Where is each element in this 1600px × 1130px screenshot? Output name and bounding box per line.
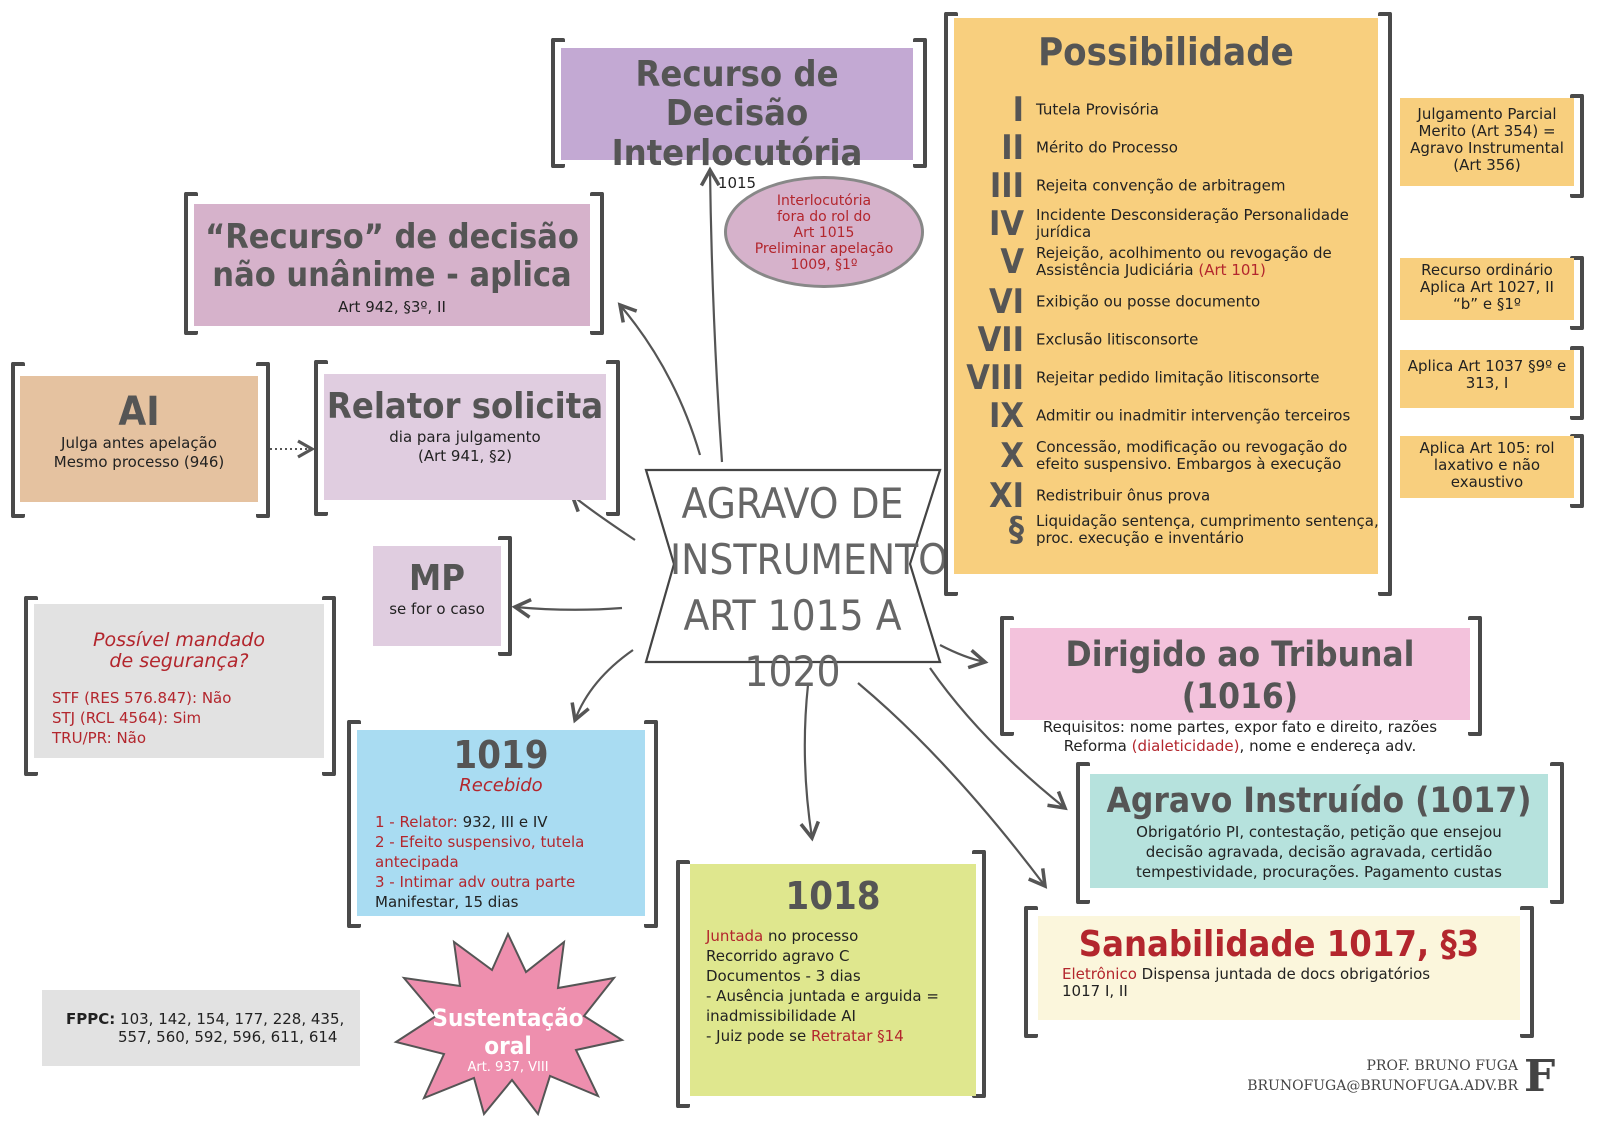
possibilidade-item-text	[1036, 245, 1386, 279]
possibilidade-item-number: V	[1000, 242, 1024, 282]
decisao-title-1: Recurso de	[635, 54, 839, 95]
sanabilidade-box	[1038, 916, 1520, 1020]
b1019-box	[357, 730, 645, 916]
b1019-title: 1019	[453, 733, 549, 777]
center-line3: ART 1015 A 1020	[683, 591, 902, 696]
author-email: BRUNOFUGA@BRUNOFUGA.ADV.BR	[1247, 1078, 1518, 1094]
sanabilidade-line1-a: Eletrônico	[1062, 965, 1137, 983]
sanabilidade-line1-b: Dispensa juntada de docs obrigatórios	[1136, 965, 1431, 983]
possibilidade-item-number: IV	[988, 204, 1024, 244]
arrow-to-1019	[575, 650, 633, 720]
tribunal-line2-a: Reforma	[1063, 737, 1132, 755]
instruido-line1: Obrigatório PI, contestação, petição que ensejou	[1136, 823, 1502, 841]
possibilidade-item-text	[1036, 207, 1386, 241]
instruido-box	[1090, 774, 1548, 888]
side-note-3: Aplica Art 1037 §9º e 313, I	[1400, 350, 1574, 408]
b1019-sub: Recebido	[459, 775, 543, 796]
possibilidade-item	[954, 130, 1374, 166]
b1018-line3: Documentos - 3 dias	[706, 967, 861, 985]
instruido-line2: decisão agravada, decisão agravada, certidão	[1145, 843, 1493, 861]
arrow-to-decisao	[710, 170, 722, 462]
possibilidade-item	[954, 284, 1374, 320]
author-name: PROF. BRUNO FUGA	[1366, 1058, 1518, 1074]
mandado-tru: TRU/PR: Não	[52, 729, 147, 747]
nao-unanime-sub: Art 942, §3º, II	[338, 298, 446, 316]
possibilidade-item-text	[1036, 102, 1386, 119]
possibilidade-item-label: Concessão, modificação ou revogação do efeito suspensivo. Embargos à execução	[1036, 438, 1348, 473]
b1018-title: 1018	[785, 874, 881, 918]
possibilidade-item	[954, 322, 1374, 358]
b1019-item1-label: 1 - Relator:	[375, 813, 458, 831]
tribunal-title: Dirigido ao Tribunal (1016)	[1065, 635, 1415, 717]
possibilidade-item	[954, 206, 1374, 242]
possibilidade-list	[954, 92, 1378, 572]
possibilidade-item-number: VIII	[966, 358, 1024, 398]
b1019-item1-value: 932, III e IV	[457, 813, 548, 831]
decisao-box	[561, 48, 913, 192]
possibilidade-item-label: Incidente Desconsideração Personalidade jurídica	[1036, 206, 1349, 241]
possibilidade-item-ref: (Art 101)	[1193, 261, 1266, 279]
ai-box	[20, 376, 258, 502]
possibilidade-item-text	[1036, 332, 1386, 349]
sustentacao-text	[408, 1004, 608, 1076]
possibilidade-item-number: VI	[988, 282, 1024, 322]
possibilidade-item-text	[1036, 439, 1386, 473]
fppc-line1: 103, 142, 154, 177, 228, 435,	[120, 1010, 345, 1028]
b1018-box	[690, 864, 976, 1096]
arrow-to-mp	[515, 607, 622, 610]
b1018-line1-a: Juntada	[706, 927, 764, 945]
instruido-title: Agravo Instruído (1017)	[1106, 781, 1532, 821]
relator-title: Relator solicita	[326, 386, 604, 427]
oval-line1: Interlocutória	[776, 193, 872, 209]
center-line2: INSTRUMENTO	[670, 535, 948, 584]
possibilidade-item-text	[1036, 370, 1386, 387]
possibilidade-item-label: Rejeitar pedido limitação litisconsorte	[1036, 368, 1320, 387]
fppc-label: FPPC:	[66, 1010, 116, 1028]
oval-line3: Art 1015	[793, 225, 855, 241]
fppc-line2: 557, 560, 592, 596, 611, 614	[118, 1028, 338, 1046]
possibilidade-item	[954, 478, 1374, 514]
b1018-line4: - Ausência juntada e arguida =	[706, 987, 939, 1005]
nao-unanime-title-1: “Recurso” de decisão	[205, 217, 579, 257]
possibilidade-item-number: II	[1001, 128, 1024, 168]
b1019-item2: 2 - Efeito suspensivo, tutela antecipada	[375, 833, 585, 871]
possibilidade-item-label: Rejeita convenção de arbitragem	[1036, 176, 1286, 195]
possibilidade-item-label: Exclusão litisconsorte	[1036, 330, 1199, 349]
tribunal-line1: Requisitos: nome partes, expor fato e direito, razões	[1042, 718, 1438, 736]
side-note-1: Julgamento Parcial Merito (Art 354) = Agravo Instrumental (Art 356)	[1400, 98, 1574, 186]
possibilidade-item-label: Tutela Provisória	[1036, 100, 1159, 119]
arrow-to-relator	[572, 495, 635, 540]
decisao-sub: 1015	[717, 174, 757, 192]
b1018-line6-a: - Juiz pode se	[706, 1027, 811, 1045]
possibilidade-item-number: III	[989, 166, 1024, 206]
possibilidade-item-text	[1036, 513, 1386, 547]
possibilidade-item	[954, 244, 1374, 280]
possibilidade-item-number: §	[1008, 510, 1024, 550]
possibilidade-item-text	[1036, 140, 1386, 157]
possibilidade-item-number: I	[1012, 90, 1024, 130]
ai-line2: Mesmo processo (946)	[53, 453, 225, 471]
possibilidade-item-label: Liquidação sentença, cumprimento sentença, proc. execução e inventário	[1036, 512, 1379, 547]
relator-line2: (Art 941, §2)	[418, 447, 512, 465]
b1018-line2: Recorrido agravo C	[706, 947, 850, 965]
mandado-stj: STJ (RCL 4564): Sim	[52, 709, 202, 727]
ai-title: AI	[118, 389, 160, 435]
possibilidade-item-text	[1036, 178, 1386, 195]
possibilidade-item-number: VII	[977, 320, 1024, 360]
possibilidade-item-label: Rejeição, acolhimento ou revogação de Assistência Judiciária	[1036, 244, 1332, 279]
arrow-to-tribunal	[940, 645, 985, 662]
possibilidade-item-label: Exibição ou posse documento	[1036, 292, 1261, 311]
tribunal-line2-b: (dialeticidade)	[1131, 737, 1240, 755]
mp-box	[373, 546, 501, 646]
possibilidade-item-number: X	[1000, 436, 1024, 476]
b1018-line5: inadmissibilidade AI	[706, 1007, 856, 1025]
nao-unanime-title-2: não unânime - aplica	[212, 255, 572, 295]
possibilidade-item-text	[1036, 408, 1386, 425]
possibilidade-item-label: Redistribuir ônus prova	[1036, 486, 1211, 505]
possibilidade-item-text	[1036, 488, 1386, 505]
possibilidade-item	[954, 438, 1374, 474]
instruido-line3: tempestividade, procurações. Pagamento custas	[1136, 863, 1502, 881]
tribunal-line2-c: , nome e endereça adv.	[1239, 737, 1417, 755]
b1019-item3: 3 - Intimar adv outra parte	[375, 873, 576, 891]
possibilidade-box	[954, 18, 1378, 574]
possibilidade-item	[954, 168, 1374, 204]
relator-box	[324, 374, 606, 500]
mandado-title-2: de segurança?	[109, 650, 249, 672]
fppc-box	[42, 990, 360, 1066]
interlocutoria-oval	[724, 176, 924, 288]
possibilidade-item	[954, 360, 1374, 396]
possibilidade-item-label: Mérito do Processo	[1036, 138, 1178, 157]
mp-title: MP	[409, 558, 465, 599]
mandado-box	[34, 604, 324, 758]
side-note-4: Aplica Art 105: rol laxativo e não exaustivo	[1400, 436, 1574, 498]
b1018-line1-b: no processo	[763, 927, 859, 945]
center-line1: AGRAVO DE	[681, 479, 904, 528]
arrow-to-1018	[805, 685, 812, 838]
possibilidade-item	[954, 92, 1374, 128]
possibilidade-title: Possibilidade	[1038, 30, 1294, 74]
sustentacao-title: Sustentação oral	[432, 1004, 584, 1060]
oval-line5: 1009, §1º	[790, 257, 858, 273]
mandado-stf: STF (RES 576.847): Não	[52, 689, 232, 707]
nao-unanime-box	[194, 204, 590, 326]
arrow-to-nao-unanime	[620, 305, 700, 455]
b1018-line6-b: Retratar §14	[810, 1027, 904, 1045]
decisao-title-2: Decisão Interlocutória	[611, 93, 863, 174]
oval-line4: Preliminar apelação	[754, 241, 894, 257]
relator-line1: dia para julgamento	[389, 428, 541, 446]
side-note-2: Recurso ordinário Aplica Art 1027, II “b” e §1º	[1400, 258, 1574, 320]
author-logo: F	[1524, 1051, 1556, 1102]
center-title	[670, 476, 948, 700]
possibilidade-item-number: IX	[989, 396, 1024, 436]
possibilidade-item-label: Admitir ou inadmitir intervenção terceiros	[1036, 406, 1351, 425]
possibilidade-item	[954, 398, 1374, 434]
mp-sub: se for o caso	[389, 600, 485, 618]
sustentacao-sub: Art. 937, VIII	[467, 1060, 549, 1075]
possibilidade-item	[954, 510, 1379, 550]
ai-line1: Julga antes apelação	[61, 434, 217, 452]
author-block	[1200, 1056, 1518, 1096]
tribunal-box	[1010, 628, 1470, 755]
possibilidade-item-number: XI	[989, 476, 1024, 516]
b1019-item4: Manifestar, 15 dias	[375, 893, 519, 911]
sanabilidade-title: Sanabilidade 1017, §3	[1078, 924, 1480, 965]
possibilidade-item-text	[1036, 294, 1386, 311]
sanabilidade-line2: 1017 I, II	[1062, 982, 1128, 1000]
oval-line2: fora do rol do	[777, 209, 871, 225]
mandado-title-1: Possível mandado	[93, 629, 265, 651]
